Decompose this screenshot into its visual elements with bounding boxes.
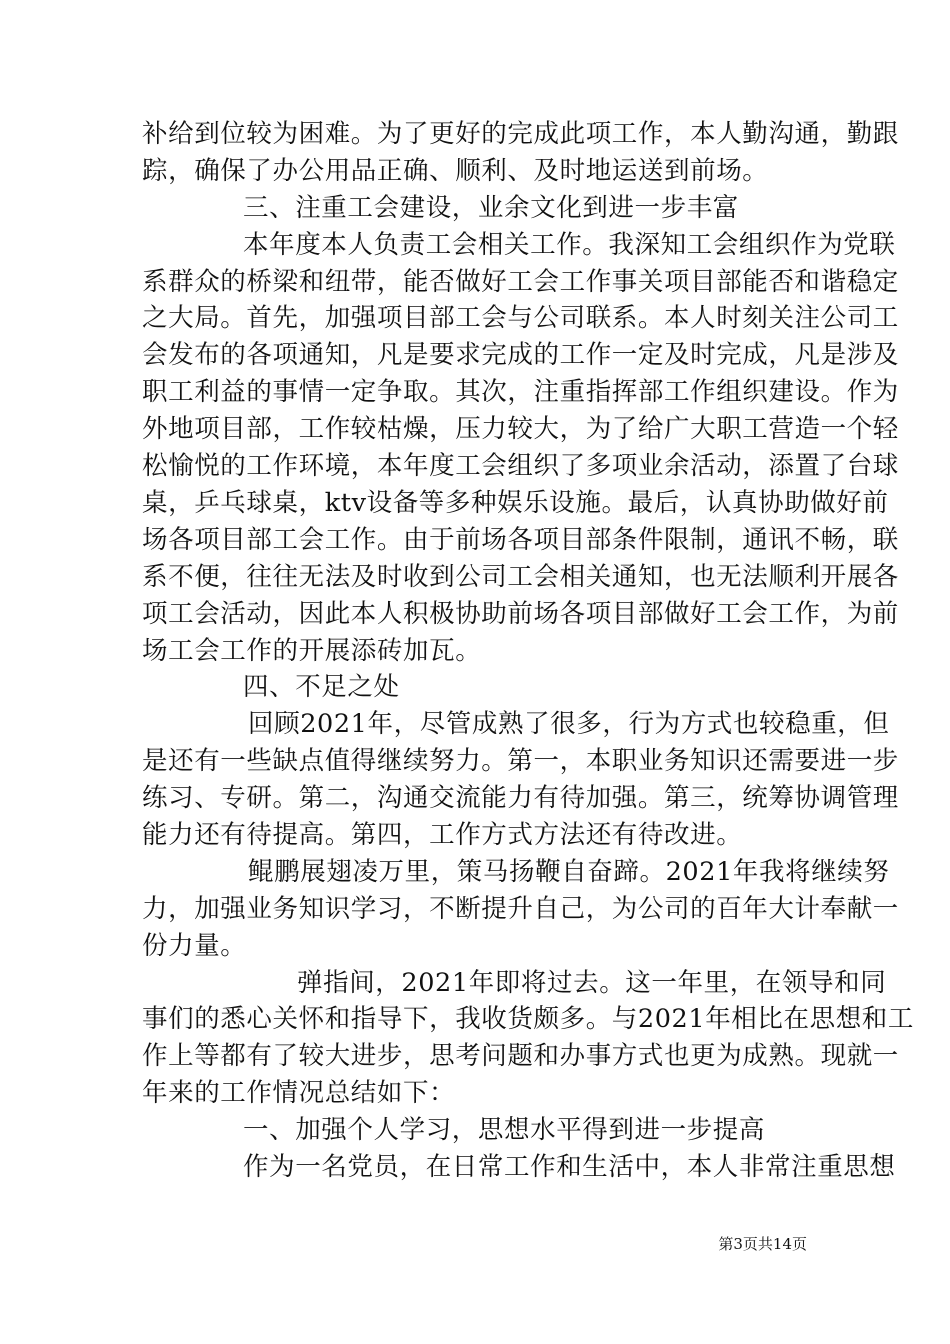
- section-heading: 一、加强个人学习，思想水平得到进一步提高: [243, 1115, 766, 1145]
- body-text-line: 项工会活动，因此本人积极协助前场各项目部做好工会工作，为前: [142, 599, 899, 629]
- body-text-line: 系群众的桥梁和纽带，能否做好工会工作事关项目部能否和谐稳定: [142, 267, 899, 297]
- body-text-line: 系不便，往往无法及时收到公司工会相关通知，也无法顺利开展各: [142, 562, 899, 592]
- section-heading: 四、不足之处: [243, 672, 400, 702]
- body-text-line: 作上等都有了较大进步，思考问题和办事方式也更为成熟。现就一: [142, 1041, 899, 1071]
- body-text-line: 回顾2021年，尽管成熟了很多，行为方式也较稳重，但: [248, 709, 890, 739]
- section-heading: 三、注重工会建设，业余文化到进一步丰富: [243, 193, 739, 223]
- body-text-line: 作为一名党员，在日常工作和生活中，本人非常注重思想: [243, 1152, 896, 1182]
- body-text-line: 是还有一些缺点值得继续努力。第一，本职业务知识还需要进一步: [142, 746, 899, 776]
- body-text-line: 事们的悉心关怀和指导下，我收货颇多。与2021年相比在思想和工: [142, 1004, 914, 1034]
- body-text-line: 外地项目部，工作较枯燥，压力较大，为了给广大职工营造一个轻: [142, 414, 899, 444]
- body-text-line: 场工会工作的开展添砖加瓦。: [142, 636, 482, 666]
- body-text-line: 弹指间，2021年即将过去。这一年里，在领导和同: [297, 968, 887, 998]
- body-text-line: 本年度本人负责工会相关工作。我深知工会组织作为党联: [243, 230, 896, 260]
- body-text-line: 场各项目部工会工作。由于前场各项目部条件限制，通讯不畅，联: [142, 525, 899, 555]
- body-text-line: 年来的工作情况总结如下：: [142, 1078, 456, 1108]
- body-text-line: 职工利益的事情一定争取。其次，注重指挥部工作组织建设。作为: [142, 377, 899, 407]
- body-text-line: 松愉悦的工作环境，本年度工会组织了多项业余活动，添置了台球: [142, 451, 899, 481]
- body-text-line: 力，加强业务知识学习，不断提升自己，为公司的百年大计奉献一: [142, 894, 899, 924]
- body-text-line: 之大局。首先，加强项目部工会与公司联系。本人时刻关注公司工: [142, 303, 899, 333]
- body-text-line: 会发布的各项通知，凡是要求完成的工作一定及时完成，凡是涉及: [142, 340, 899, 370]
- body-text-line: 能力还有待提高。第四，工作方式方法还有待改进。: [142, 820, 743, 850]
- body-text-line: 桌，乒乓球桌，ktv设备等多种娱乐设施。最后，认真协助做好前: [142, 488, 889, 518]
- body-text-line: 鲲鹏展翅凌万里，策马扬鞭自奋蹄。2021年我将继续努: [248, 857, 890, 887]
- page-number-footer: 第3页共14页: [718, 1235, 807, 1253]
- body-text-line: 踪，确保了办公用品正确、顺利、及时地运送到前场。: [142, 156, 769, 186]
- body-text-line: 份力量。: [142, 931, 247, 961]
- body-text-line: 练习、专研。第二，沟通交流能力有待加强。第三，统筹协调管理: [142, 783, 899, 813]
- body-text-line: 补给到位较为困难。为了更好的完成此项工作，本人勤沟通，勤跟: [142, 119, 899, 149]
